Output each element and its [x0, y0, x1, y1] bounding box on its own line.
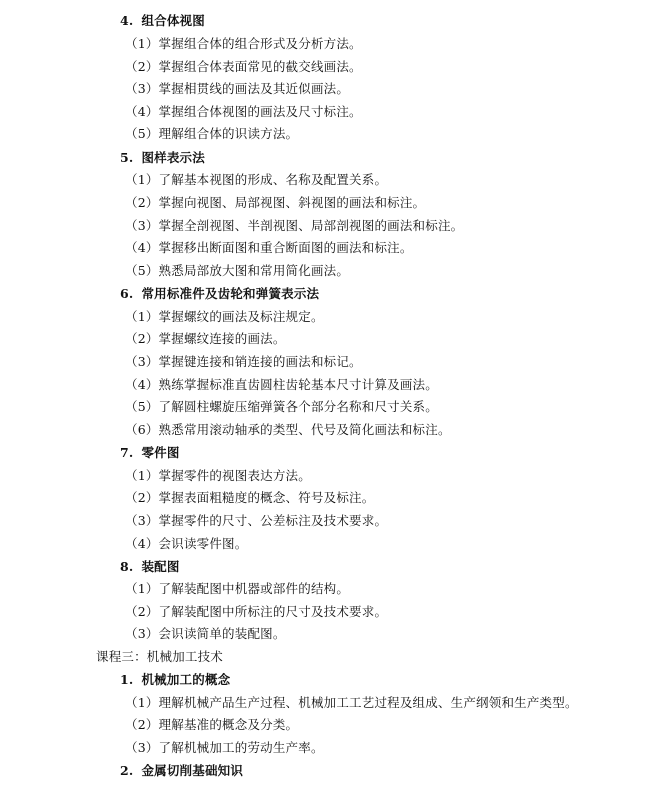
section-heading-6	[120, 286, 319, 302]
list-item: （1）掌握零件的视图表达方法。	[125, 468, 311, 483]
list-item: （5）理解组合体的识读方法。	[125, 126, 299, 141]
list-item: （2）了解装配图中所标注的尺寸及技术要求。	[125, 604, 388, 619]
section-number: 5.	[120, 150, 134, 165]
section-number: 6.	[120, 286, 134, 301]
list-item: （5）了解圆柱螺旋压缩弹簧各个部分名称和尺寸关系。	[125, 399, 438, 414]
course-title: 课程三：机械加工技术	[96, 649, 224, 664]
section-title: 图样表示法	[141, 150, 205, 165]
list-item: （3）了解机械加工的劳动生产率。	[125, 740, 324, 755]
list-item: （2）理解基准的概念及分类。	[125, 717, 299, 732]
section-title: 机械加工的概念	[141, 672, 231, 687]
section-title: 装配图	[141, 559, 180, 574]
list-item: （4）熟练掌握标准直齿圆柱齿轮基本尺寸计算及画法。	[125, 377, 438, 392]
section-title: 零件图	[141, 445, 180, 460]
list-item: （1）了解装配图中机器或部件的结构。	[125, 581, 350, 596]
section-title: 常用标准件及齿轮和弹簧表示法	[141, 286, 320, 301]
section-number: 2.	[120, 763, 134, 778]
list-item: （3）掌握键连接和销连接的画法和标记。	[125, 354, 362, 369]
list-item: （4）掌握移出断面图和重合断面图的画法和标注。	[125, 240, 413, 255]
list-item: （5）熟悉局部放大图和常用简化画法。	[125, 263, 350, 278]
section-number: 7.	[120, 445, 134, 460]
list-item: （1）理解机械产品生产过程、机械加工工艺过程及组成、生产纲领和生产类型。	[125, 695, 578, 710]
list-item: （2）掌握螺纹连接的画法。	[125, 331, 286, 346]
list-item: （1）了解基本视图的形成、名称及配置关系。	[125, 172, 388, 187]
section-title: 组合体视图	[141, 13, 205, 28]
section-number: 8.	[120, 559, 134, 574]
list-item: （2）掌握向视图、局部视图、斜视图的画法和标注。	[125, 195, 426, 210]
list-item: （3）掌握零件的尺寸、公差标注及技术要求。	[125, 513, 388, 528]
section-heading-8	[120, 559, 180, 575]
section-title: 金属切削基础知识	[141, 763, 244, 778]
section-heading-7	[120, 445, 180, 461]
section-heading-5	[120, 150, 205, 166]
course-section-heading-2	[120, 763, 243, 779]
list-item: （3）会识读简单的装配图。	[125, 626, 286, 641]
list-item: （1）掌握螺纹的画法及标注规定。	[125, 309, 324, 324]
list-item: （4）会识读零件图。	[125, 536, 248, 551]
list-item: （3）掌握全剖视图、半剖视图、局部剖视图的画法和标注。	[125, 218, 464, 233]
list-item: （3）掌握相贯线的画法及其近似画法。	[125, 81, 350, 96]
course-section-heading-1	[120, 672, 230, 688]
list-item: （6）熟悉常用滚动轴承的类型、代号及简化画法和标注。	[125, 422, 451, 437]
section-number: 1.	[120, 672, 134, 687]
section-number: 4.	[120, 13, 134, 28]
list-item: （2）掌握组合体表面常见的截交线画法。	[125, 59, 362, 74]
section-heading-4	[120, 13, 205, 29]
list-item: （4）掌握组合体视图的画法及尺寸标注。	[125, 104, 362, 119]
list-item: （1）掌握组合体的组合形式及分析方法。	[125, 36, 362, 51]
list-item: （2）掌握表面粗糙度的概念、符号及标注。	[125, 490, 375, 505]
